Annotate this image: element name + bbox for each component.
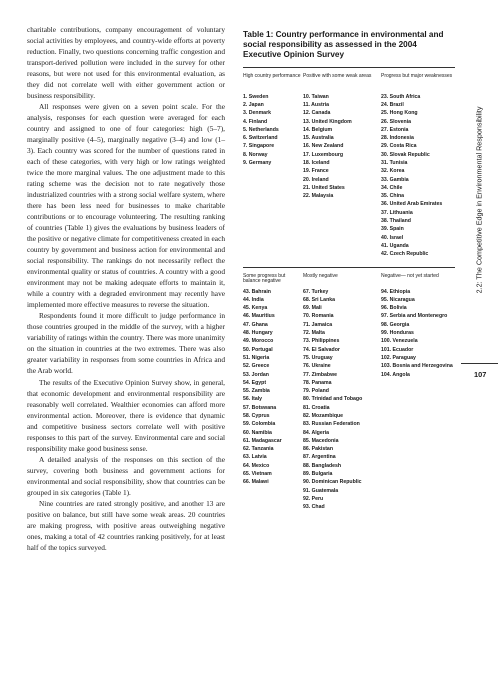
country-rank-entry: 48. Hungary xyxy=(243,330,273,337)
country-rank-entry: 74. El Salvador xyxy=(303,346,340,353)
group-header: Progress but major weaknesses xyxy=(381,72,453,79)
country-rank-entry: 33. Gambia xyxy=(381,176,409,183)
country-rank-entry: 2. Japan xyxy=(243,101,264,108)
running-head xyxy=(463,30,495,370)
country-rank-entry: 4. Finland xyxy=(243,118,268,125)
country-rank-entry: 13. United Kingdom xyxy=(303,118,352,125)
country-rank-entry: 72. Malta xyxy=(303,330,325,337)
paragraph-4: The results of the Executive Opinion Survey show, in general, that economic development and environmental responsibility are reasonably well correlated. Wealthier economies can afford more environmental action. Moreover, there is evidence that dynamic and competitive business sectors correlate well with positive responses to this part of the survey. Environmental care and social responsibility make good business sense. xyxy=(27,377,225,453)
country-rank-entry: 63. Latvia xyxy=(243,454,267,461)
group-header: Positive with some weak areas xyxy=(303,72,372,79)
country-rank-entry: 53. Jordan xyxy=(243,371,269,378)
section-divider xyxy=(243,267,455,268)
group-header: Mostly negative xyxy=(303,272,338,279)
country-rank-entry: 88. Bangladesh xyxy=(303,462,342,469)
country-rank-entry: 90. Dominican Republic xyxy=(303,479,362,486)
country-rank-entry: 52. Greece xyxy=(243,363,270,370)
country-rank-entry: 36. United Arab Emirates xyxy=(381,201,443,208)
country-rank-entry: 84. Algeria xyxy=(303,429,330,436)
country-rank-entry: 93. Chad xyxy=(303,504,325,511)
group-some-progress-negative xyxy=(243,274,303,512)
country-rank-entry: 80. Trinidad and Tobago xyxy=(303,396,363,403)
country-rank-entry: 79. Poland xyxy=(303,388,329,395)
country-rank-entry: 1. Sweden xyxy=(243,93,269,100)
country-rank-entry: 45. Kenya xyxy=(243,305,268,312)
country-rank-entry: 42. Czech Republic xyxy=(381,251,429,258)
country-rank-entry: 81. Croatia xyxy=(303,404,330,411)
country-rank-entry: 50. Portugal xyxy=(243,346,273,353)
country-rank-entry: 70. Romania xyxy=(303,313,334,320)
paragraph-3: Respondents found it more difficult to judge performance in those countries grouped in the middle of the survey, with a higher variability of ratings within the country. There was more unanimity on the situation in countries at the two extremes. There was also greater variability in responses from some countries in Africa and the Arab world. xyxy=(27,311,225,376)
country-rank-entry: 29. Costa Rica xyxy=(381,143,417,150)
country-rank-entry: 57. Botswana xyxy=(243,404,277,411)
country-rank-entry: 19. France xyxy=(303,168,329,175)
country-rank-entry: 3. Denmark xyxy=(243,110,271,117)
group-not-yet-started xyxy=(381,274,455,512)
country-rank-entry: 67. Turkey xyxy=(303,288,329,295)
country-rank-entry: 41. Uganda xyxy=(381,242,409,249)
country-rank-entry: 86. Pakistan xyxy=(303,446,333,453)
country-rank-entry: 66. Malawi xyxy=(243,479,269,486)
group-header: High country performance xyxy=(243,72,301,79)
country-rank-entry: 87. Argentina xyxy=(303,454,336,461)
country-rank-entry: 40. Israel xyxy=(381,234,404,241)
country-rank-entry: 16. New Zealand xyxy=(303,143,344,150)
country-rank-entry: 34. Chile xyxy=(381,184,403,191)
country-rank-entry: 97. Serbia and Montenegro xyxy=(381,313,448,320)
country-rank-entry: 92. Peru xyxy=(303,495,324,502)
page-number: 107 xyxy=(474,370,487,379)
country-rank-entry: 44. India xyxy=(243,296,264,303)
country-rank-entry: 102. Paraguay xyxy=(381,354,416,361)
country-rank-entry: 85. Macedonia xyxy=(303,437,339,444)
country-rank-entry: 95. Nicaragua xyxy=(381,296,415,303)
paragraph-6: Nine countries are rated strongly positive, and another 13 are positive on balance, but still have some weak areas. 20 countries are making progress, with positive areas outweighing negative ones, making a total of 42 countries ranking positively, for at least half of the topics surveyed. xyxy=(27,498,225,552)
country-rank-entry: 68. Sri Lanka xyxy=(303,296,336,303)
running-head-text: 2.2: The Competitive Edge in Environmental Responsibility xyxy=(474,106,484,294)
country-rank-entry: 5. Netherlands xyxy=(243,126,279,133)
country-rank-entry: 65. Vietnam xyxy=(243,471,272,478)
country-rank-entry: 46. Mauritius xyxy=(243,313,275,320)
country-rank-entry: 30. Slovak Republic xyxy=(381,151,430,158)
group-high-performance xyxy=(243,74,303,259)
country-rank-entry: 58. Cyprus xyxy=(243,413,270,419)
country-rank-entry: 43. Bahrain xyxy=(243,288,271,295)
country-rank-entry: 39. Spain xyxy=(381,226,404,233)
country-rank-entry: 6. Switzerland xyxy=(243,135,278,142)
country-rank-entry: 24. Brazil xyxy=(381,101,404,108)
country-rank-entry: 62. Tanzania xyxy=(243,446,274,453)
country-rank-entry: 101. Ecuador xyxy=(381,346,414,353)
country-rank-entry: 11. Austria xyxy=(303,101,330,108)
country-rank-entry: 59. Colombia xyxy=(243,421,276,428)
country-rank-entry: 96. Bolivia xyxy=(381,305,407,312)
body-text-column xyxy=(27,24,225,553)
country-rank-entry: 94. Ethiopia xyxy=(381,288,411,295)
country-rank-entry: 22. Malaysia xyxy=(303,193,334,200)
country-rank-entry: 56. Italy xyxy=(243,396,263,403)
ranking-table xyxy=(243,30,455,512)
country-rank-entry: 98. Georgia xyxy=(381,321,410,328)
paragraph-1: charitable contributions, company encouragement of voluntary social activities by employees, and country-wide efforts at poverty reduction. Finally, two questions concerning traffic congestion and transport-derived pollution were included in the survey for other reasons, but were not used for this environmental evaluation, as they did not correlate well with either government action or business responsibility. xyxy=(27,25,225,101)
group-progress-major-weaknesses xyxy=(381,74,455,259)
country-rank-entry: 8. Norway xyxy=(243,151,268,158)
country-rank-entry: 69. Mali xyxy=(303,305,322,312)
paragraph-2: All responses were given on a seven point scale. For the analysis, responses for each question were averaged for each country and assigned to one of four categories: high (5–7), marginally positive (4–5), marginally negative (3–4) and low (1–3). Each country was scored for the number of questions rated in each of these categories, with very high or low ratings weighted twice the more marginal values. The one adjustment made to this rating scheme was the decision not to rate negatively those industrialized countries with a strong social welfare system, where there has been less need for businesses to make charitable contributions or to encourage volunteering. The resulting ranking of countries (Table 1) gives the evaluations by business leaders of the positive or negative climate for competitiveness created in each country by government and business action for environmental and social responsibility. The rankings do not necessarily reflect the environmental quality or status of countries. A country with a good environment may not be making adequate efforts to maintain it, while a country with a degraded environment may recently have implemented more effective measures to reverse the situation. xyxy=(27,102,225,310)
country-rank-entry: 103. Bosnia and Herzegovina xyxy=(381,363,453,370)
country-rank-entry: 35. China xyxy=(381,193,405,200)
group-header: Negative— not yet started xyxy=(381,272,439,279)
country-rank-entry: 78. Panama xyxy=(303,379,332,386)
country-rank-entry: 15. Australia xyxy=(303,135,334,142)
country-rank-entry: 9. Germany xyxy=(243,159,272,166)
country-rank-entry: 14. Belgium xyxy=(303,126,333,133)
country-rank-entry: 55. Zambia xyxy=(243,388,270,395)
group-header: Some progress but balance negative xyxy=(243,272,286,285)
country-rank-entry: 10. Taiwan xyxy=(303,93,329,100)
country-rank-entry: 99. Honduras xyxy=(381,330,414,337)
country-rank-entry: 37. Lithuania xyxy=(381,209,413,216)
country-rank-entry: 49. Morocco xyxy=(243,338,274,345)
country-rank-entry: 21. United States xyxy=(303,184,345,191)
paragraph-5: A detailed analysis of the responses on this section of the survey, covering both business and government actions for environmental and social responsibility, show that countries can be grouped in six categories (Table 1). xyxy=(27,454,225,497)
table-section-top xyxy=(243,74,455,259)
country-rank-entry: 61. Madagascar xyxy=(243,437,282,444)
country-rank-entry: 91. Guatemala xyxy=(303,487,339,494)
country-rank-entry: 71. Jamaica xyxy=(303,321,333,328)
country-rank-entry: 54. Egypt xyxy=(243,379,267,386)
country-rank-entry: 104. Angola xyxy=(381,371,410,378)
country-rank-entry: 23. South Africa xyxy=(381,93,421,100)
country-rank-entry: 26. Slovenia xyxy=(381,118,411,125)
country-rank-entry: 28. Indonesia xyxy=(381,135,414,142)
country-rank-entry: 18. Iceland xyxy=(303,159,330,166)
country-rank-entry: 73. Philippines xyxy=(303,338,340,345)
country-rank-entry: 82. Mozambique xyxy=(303,413,344,419)
country-rank-entry: 64. Mexico xyxy=(243,462,270,469)
group-positive-weak-areas xyxy=(303,74,381,259)
country-rank-entry: 17. Luxembourg xyxy=(303,151,344,158)
country-rank-entry: 31. Tunisia xyxy=(381,159,408,166)
country-rank-entry: 76. Ukraine xyxy=(303,363,331,370)
country-rank-entry: 83. Russian Federation xyxy=(303,421,360,428)
country-rank-entry: 60. Namibia xyxy=(243,429,272,436)
country-rank-entry: 51. Nigeria xyxy=(243,354,270,361)
country-rank-entry: 27. Estonia xyxy=(381,126,409,133)
group-mostly-negative xyxy=(303,274,381,512)
table-section-bottom xyxy=(243,274,455,512)
country-rank-entry: 38. Thailand xyxy=(381,218,411,225)
table-title: Table 1: Country performance in environmental and social responsibility as assessed in the 2004 Executive Opinion Survey xyxy=(243,30,455,68)
country-rank-entry: 7. Singapore xyxy=(243,143,275,150)
country-rank-entry: 77. Zimbabwe xyxy=(303,371,338,378)
country-rank-entry: 100. Venezuela xyxy=(381,338,418,345)
country-rank-entry: 12. Canada xyxy=(303,110,331,117)
country-rank-entry: 25. Hong Kong xyxy=(381,110,418,117)
country-rank-entry: 20. Ireland xyxy=(303,176,329,183)
country-rank-entry: 89. Bulgaria xyxy=(303,471,333,478)
country-rank-entry: 47. Ghana xyxy=(243,321,268,328)
country-rank-entry: 32. Korea xyxy=(381,168,405,175)
page-number-rule xyxy=(461,363,498,364)
country-rank-entry: 75. Uruguay xyxy=(303,354,333,361)
